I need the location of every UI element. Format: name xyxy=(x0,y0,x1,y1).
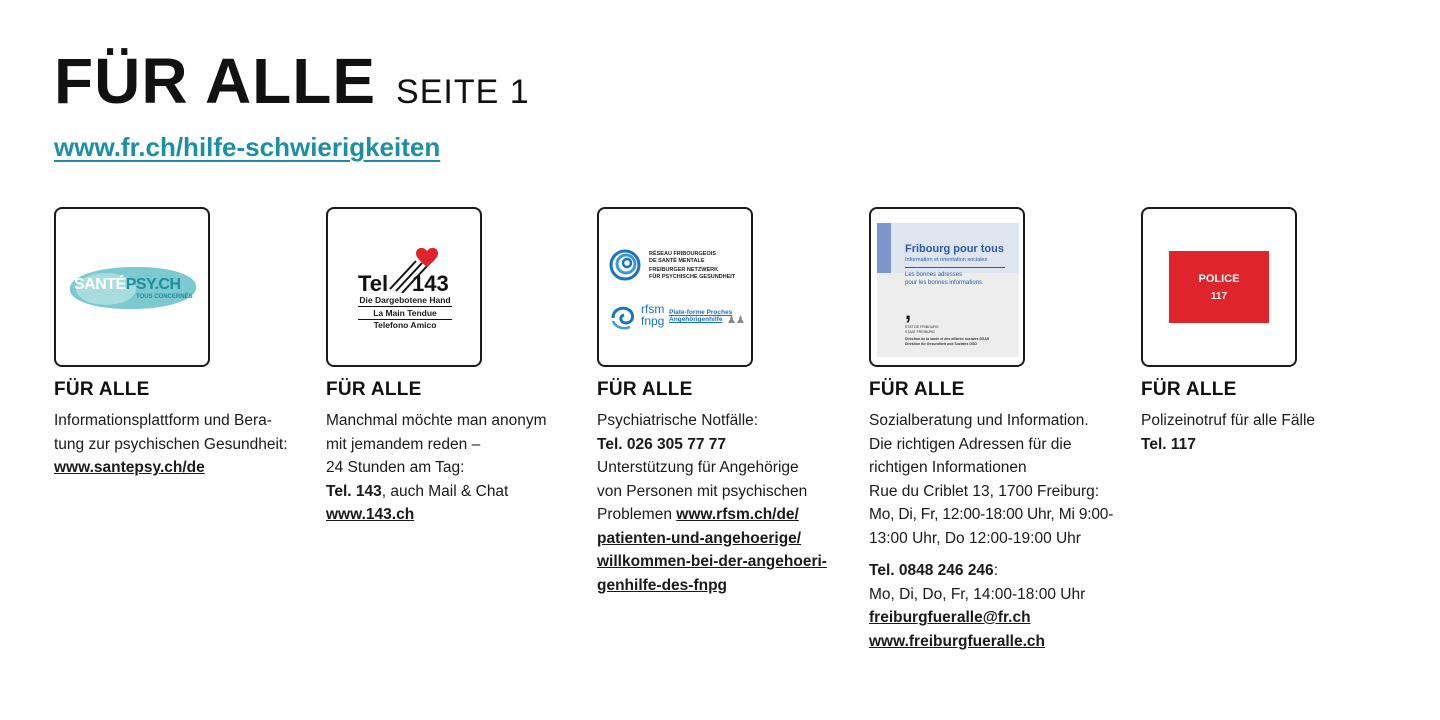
fp-tagline: Les bonnes adresses pour les bonnes informations xyxy=(905,272,983,286)
rfsm-logo-text: RÉSEAU FRIBOURGEOIS DE SANTÉ MENTALE xyxy=(649,251,716,264)
fribourg-pour-tous-logo xyxy=(869,207,1025,367)
police-logo xyxy=(1141,207,1297,367)
tel143-phone: Tel. 143 xyxy=(326,482,382,500)
main-website-link[interactable]: www.fr.ch/hilfe-schwierigkeiten xyxy=(54,132,441,162)
page-header xyxy=(54,42,530,163)
card-line: Polizeinotruf für alle Fälle xyxy=(1141,412,1316,429)
fp-small-text: ETAT DE FRIBOURG STAAT FREIBURG xyxy=(905,325,939,334)
card-heading: FÜR ALLE xyxy=(597,379,693,400)
card-line: Mo, Di, Fr, 12:00-18:00 Uhr, Mi 9:00- xyxy=(869,506,1114,523)
card-line: Sozialberatung und Information. xyxy=(869,412,1089,429)
card-text xyxy=(597,409,859,597)
card-line: Tel. 0848 246 246: xyxy=(869,562,998,579)
card-line: Unterstützung für Angehörige xyxy=(597,459,799,476)
card-heading: FÜR ALLE xyxy=(54,379,150,400)
fp-cover-bar xyxy=(877,223,891,273)
fp-title: Fribourg pour tous xyxy=(905,243,1004,255)
card-line: Problemen www.rfsm.ch/de/ xyxy=(597,506,799,523)
fp-divider xyxy=(905,267,1005,268)
rfsm-link[interactable]: patienten-und-angehoerige/ xyxy=(597,529,802,547)
fp-website-link[interactable]: www.freiburgfueralle.ch xyxy=(869,632,1045,650)
fp-email-link[interactable]: freiburgfueralle@fr.ch xyxy=(869,609,1031,626)
rfsm-swirl-icon xyxy=(609,249,641,281)
fp-small-text: Direction de la santé et des affaires sociales DSAS Direktion für Gesundheit und Soziales GSD xyxy=(905,337,990,346)
comma-icon: , xyxy=(905,299,912,324)
card-line: Rue du Criblet 13, 1700 Freiburg: xyxy=(869,482,1100,500)
police-phone: Tel. 117 xyxy=(1141,435,1196,453)
card-text xyxy=(1141,409,1403,456)
tel143-logo xyxy=(326,207,482,367)
fnpg-swirl-icon xyxy=(609,303,639,333)
rfsm-phone: Tel. 026 305 77 77 xyxy=(597,435,726,453)
tel143-logo-line: Die Dargebotene Hand xyxy=(359,295,451,305)
card-text xyxy=(869,409,1131,653)
page-title: FÜR ALLE xyxy=(54,45,377,117)
santepsy-logo xyxy=(54,207,210,367)
tel143-logo-line: Telefono Amico xyxy=(373,320,437,330)
card-line: Mo, Di, Do, Fr, 14:00-18:00 Uhr xyxy=(869,585,1086,603)
card-police xyxy=(1141,207,1403,456)
card-rfsm xyxy=(597,207,859,597)
rfsm-logo-text: FREIBURGER NETZWERK FÜR PSYCHISCHE GESUNDHEIT xyxy=(649,267,736,280)
rfsm-logo xyxy=(597,207,753,367)
card-line: mit jemandem reden – xyxy=(326,435,481,453)
card-text xyxy=(326,409,588,527)
card-line: tung zur psychischen Gesundheit: xyxy=(54,435,288,453)
card-fribourg-pour-tous xyxy=(869,207,1131,653)
card-line: Manchmal möchte man anonym xyxy=(326,412,547,429)
tel143-logo-tel: Tel xyxy=(358,271,389,296)
police-logo-number: 117 xyxy=(1210,291,1228,302)
fp-subtitle: Information et orientation sociales xyxy=(905,257,988,263)
people-icon: ♟♟ xyxy=(727,315,745,326)
card-heading: FÜR ALLE xyxy=(326,379,422,400)
rfsm-link[interactable]: genhilfe-des-fnpg xyxy=(597,576,728,594)
santepsy-logo-text: SANTÉPSY.CH xyxy=(74,276,181,293)
card-santepsy xyxy=(54,207,316,480)
card-line: Informationsplattform und Bera- xyxy=(54,412,272,429)
card-tel143 xyxy=(326,207,588,527)
card-line: Psychiatrische Notfälle: xyxy=(597,412,759,429)
card-text xyxy=(54,409,316,480)
card-line: von Personen mit psychischen xyxy=(597,482,808,500)
heart-icon xyxy=(416,247,438,269)
card-line: richtigen Informationen xyxy=(869,459,1027,476)
card-line: 13:00 Uhr, Do 12:00-19:00 Uhr xyxy=(869,529,1081,547)
rfsm-logo-abbr: rfsm fnpg xyxy=(641,302,665,328)
card-heading: FÜR ALLE xyxy=(1141,379,1237,400)
card-line: 24 Stunden am Tag: xyxy=(326,459,465,476)
santepsy-logo-sub: TOUS CONCERNÉS xyxy=(136,294,193,300)
tel143-link[interactable]: www.143.ch xyxy=(326,506,415,523)
title-row xyxy=(54,42,530,120)
rfsm-logo-platform: Plate-forme Proches Angehörigenhilfe xyxy=(669,309,733,323)
santepsy-link[interactable]: www.santepsy.ch/de xyxy=(54,459,205,476)
card-line: Tel. 143, auch Mail & Chat xyxy=(326,482,509,500)
card-heading: FÜR ALLE xyxy=(869,379,965,400)
rfsm-link[interactable]: willkommen-bei-der-angehoeri- xyxy=(597,553,827,570)
card-line: Die richtigen Adressen für die xyxy=(869,435,1072,453)
rfsm-link[interactable]: www.rfsm.ch/de/ xyxy=(676,506,799,523)
police-logo-text: POLICE xyxy=(1198,273,1240,285)
tel143-logo-line: La Main Tendue xyxy=(358,308,452,320)
tel143-logo-num: 143 xyxy=(412,271,449,296)
page-subtitle: SEITE 1 xyxy=(396,73,530,111)
police-logo-box xyxy=(1169,251,1269,323)
fp-phone: Tel. 0848 246 246 xyxy=(869,562,994,579)
